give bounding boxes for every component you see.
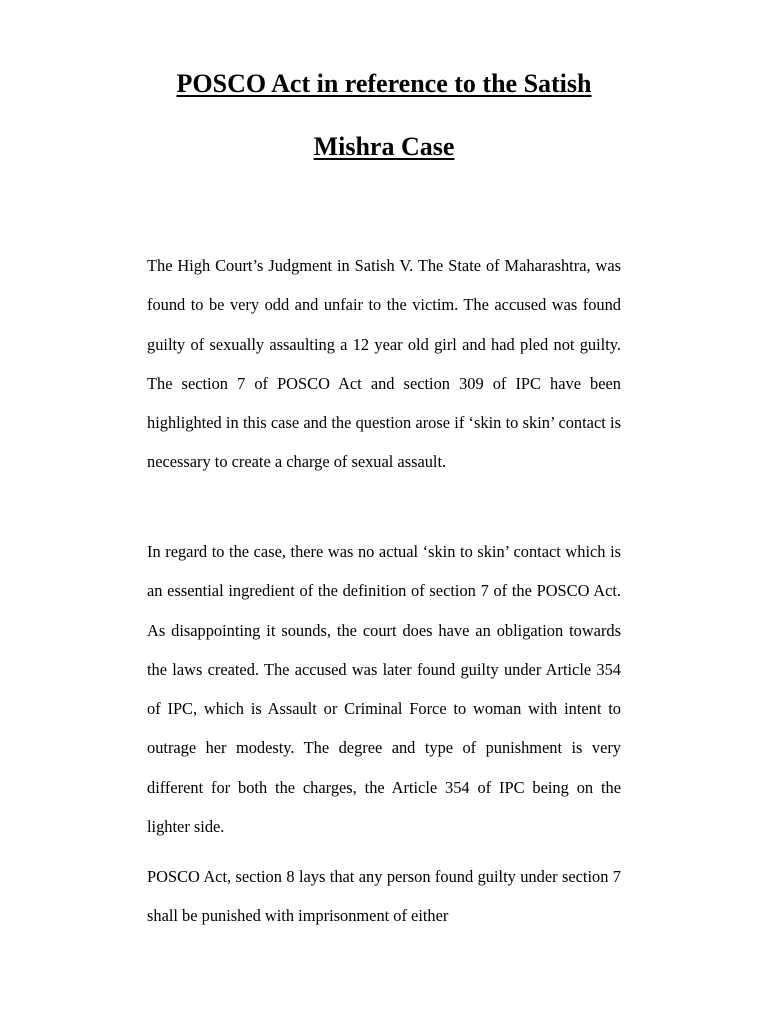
document-title-line-2: Mishra Case <box>313 132 455 161</box>
body-paragraph-2: In regard to the case, there was no actual ‘skin to skin’ contact which is an essential ingredient of the definition of section 7 of the POSCO Act. As disappointing it sounds, the court does have an obligation towards the laws created. The accused was later found guilty under Article 354 of IPC, which is Assault or Criminal Force to woman with intent to outrage her modesty. The degree and type of punishment is very different for both the charges, the Article 354 of IPC being on the lighter side. <box>147 542 621 837</box>
body-paragraph-1: The High Court’s Judgment in Satish V. The State of Maharashtra, was found to be very odd and unfair to the victim. The accused was found guilty of sexually assaulting a 12 year old girl and had pled not guilty. The section 7 of POSCO Act and section 309 of IPC have been highlighted in this case and the question arose if ‘skin to skin’ contact is necessary to create a charge of sexual assault. <box>147 256 621 472</box>
document-title-line-1: POSCO Act in reference to the Satish <box>176 69 592 98</box>
body-paragraph-3: POSCO Act, section 8 lays that any person found guilty under section 7 shall be punished with imprisonment of either <box>147 867 621 926</box>
